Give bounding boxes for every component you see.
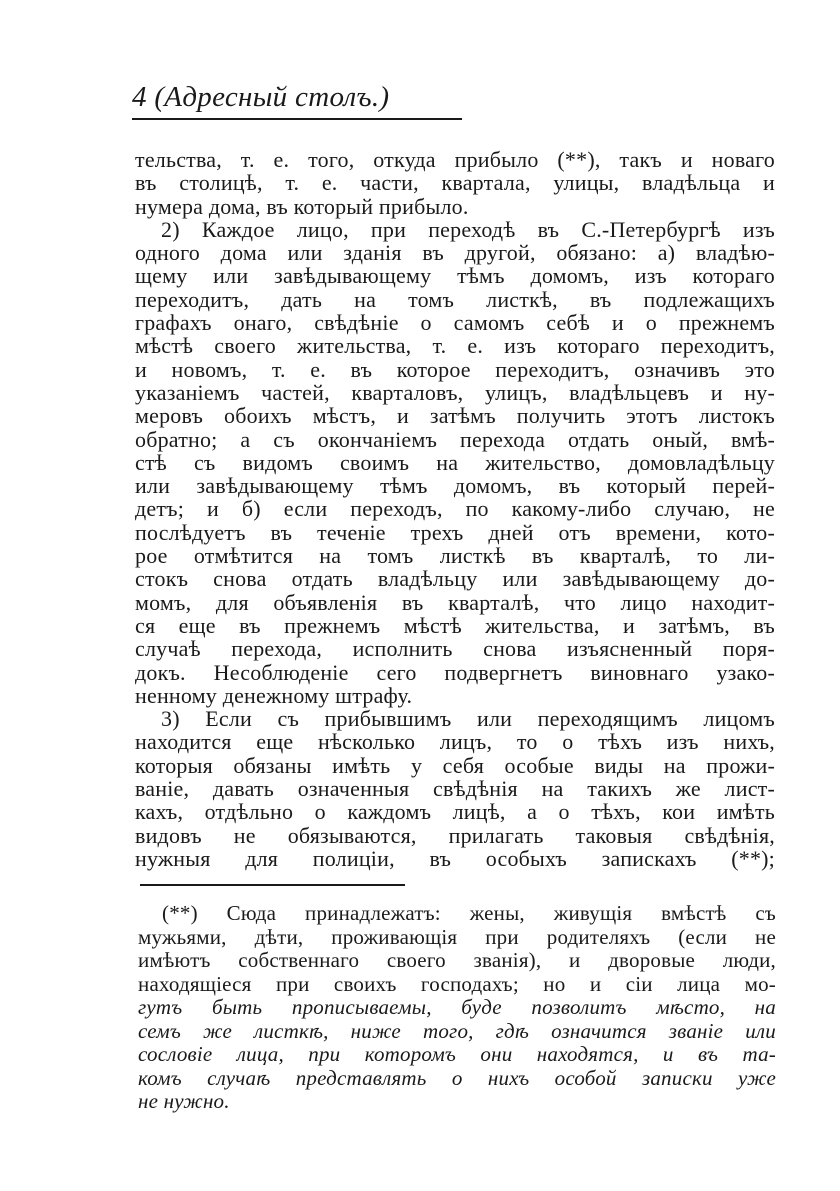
text-line: тельства, т. е. того, откуда прибыло (**), такъ и новаго: [135, 147, 775, 172]
text-line: одного дома или зданія въ другой, обязано: а) владѣю-: [135, 240, 775, 266]
text-line: ся еще въ прежнемъ мѣстѣ жительства, и затѣмъ, въ: [135, 612, 775, 638]
text-line: 3) Если съ прибывшимъ или переходящимъ лицомъ: [161, 706, 775, 732]
text-line: рое отмѣтится на томъ листкѣ въ кварталѣ, то ли-: [135, 543, 775, 569]
text-line: щему или завѣдывающему тѣмъ домомъ, изъ котораго: [135, 263, 775, 289]
text-line: находится еще нѣсколько лицъ, то о тѣхъ изъ нихъ,: [135, 729, 775, 755]
text-line: послѣдуетъ въ теченіе трехъ дней отъ времени, кото-: [135, 519, 775, 545]
footnote-rule: [140, 884, 405, 886]
footnote-line: имѣютъ собственнаго своего званія), и дворовые люди,: [138, 948, 776, 972]
footnote-line: находящіеся при своихъ господахъ; но и сіи лица мо-: [138, 971, 776, 996]
header-rule: [132, 118, 462, 120]
text-line: случаѣ перехода, исполнить снова изъясненный поря-: [135, 636, 775, 662]
text-line: 2) Каждое лицо, при переходѣ въ С.-Петербургѣ изъ: [161, 216, 775, 242]
text-line: детъ; и б) если переходъ, по какому-либо случаю, не: [135, 496, 775, 522]
footnote: [138, 902, 776, 1114]
text-line: обратно; а съ окончаніемъ перехода отдать оный, вмѣ-: [135, 426, 775, 452]
text-line: нужныя для полиціи, въ особыхъ запискахъ (**);: [135, 845, 775, 871]
page-header: [132, 80, 462, 114]
text-line: стокъ снова отдать владѣльцу или завѣдывающему до-: [135, 566, 775, 592]
text-line: ненному денежному штрафу.: [135, 682, 413, 708]
text-line: переходитъ, дать на томъ листкѣ, въ подлежащихъ: [135, 286, 775, 312]
text-line: и новомъ, т. е. въ которое переходитъ, означивъ это: [135, 356, 775, 382]
text-line: нумера дома, въ который прибыло.: [135, 193, 469, 219]
text-line: или завѣдывающему тѣмъ домомъ, въ который перей-: [135, 473, 775, 499]
text-line: видовъ не обязываются, прилагать таковыя свѣдѣнія,: [135, 822, 775, 848]
text-line: мѣстѣ своего жительства, т. е. изъ котораго переходитъ,: [135, 333, 775, 359]
page-header-title: 4 (Адресный столъ.): [132, 81, 390, 113]
text-line: кахъ, отдѣльно о каждомъ лицѣ, а о тѣхъ, кои имѣть: [135, 799, 775, 825]
text-line: которыя обязаны имѣть у себя особые виды на прожи-: [135, 752, 775, 778]
text-line: стѣ съ видомъ своимъ на жительство, домовладѣльцу: [135, 449, 775, 475]
footnote-line: мужьями, дѣти, проживающія при родителяхъ (если не: [138, 924, 776, 949]
main-text: [135, 148, 775, 870]
text-line: графахъ онаго, свѣдѣніе о самомъ себѣ и о прежнемъ: [135, 310, 775, 336]
footnote-line: (**) Сюда принадлежатъ: жены, живущія вмѣстѣ съ: [162, 901, 776, 925]
text-line: меровъ обоихъ мѣстъ, и затѣмъ получить этотъ листокъ: [135, 403, 775, 429]
text-line: момъ, для объявленія въ кварталѣ, что лицо находит-: [135, 589, 775, 615]
text-line: ваніе, давать означенныя свѣдѣнія на такихъ же лист-: [135, 776, 775, 802]
footnote-line: гутъ быть прописываемы, буде позволитъ мѣсто, на: [138, 995, 776, 1019]
text-line: въ столицѣ, т. е. части, квартала, улицы, владѣльца и: [135, 170, 775, 196]
footnote-line: сословіе лица, при которомъ они находятся, и въ та-: [138, 1042, 776, 1066]
footnote-line: не нужно.: [138, 1089, 230, 1113]
footnote-line: семъ же листкѣ, ниже того, гдѣ означится званіе или: [138, 1018, 776, 1043]
text-line: указаніемъ частей, кварталовъ, улицъ, владѣльцевъ и ну-: [135, 379, 775, 405]
text-line: докъ. Несоблюденіе сего подвергнетъ виновнаго узако-: [135, 659, 775, 685]
footnote-line: комъ случаѣ представлять о нихъ особой записки уже: [138, 1065, 776, 1090]
